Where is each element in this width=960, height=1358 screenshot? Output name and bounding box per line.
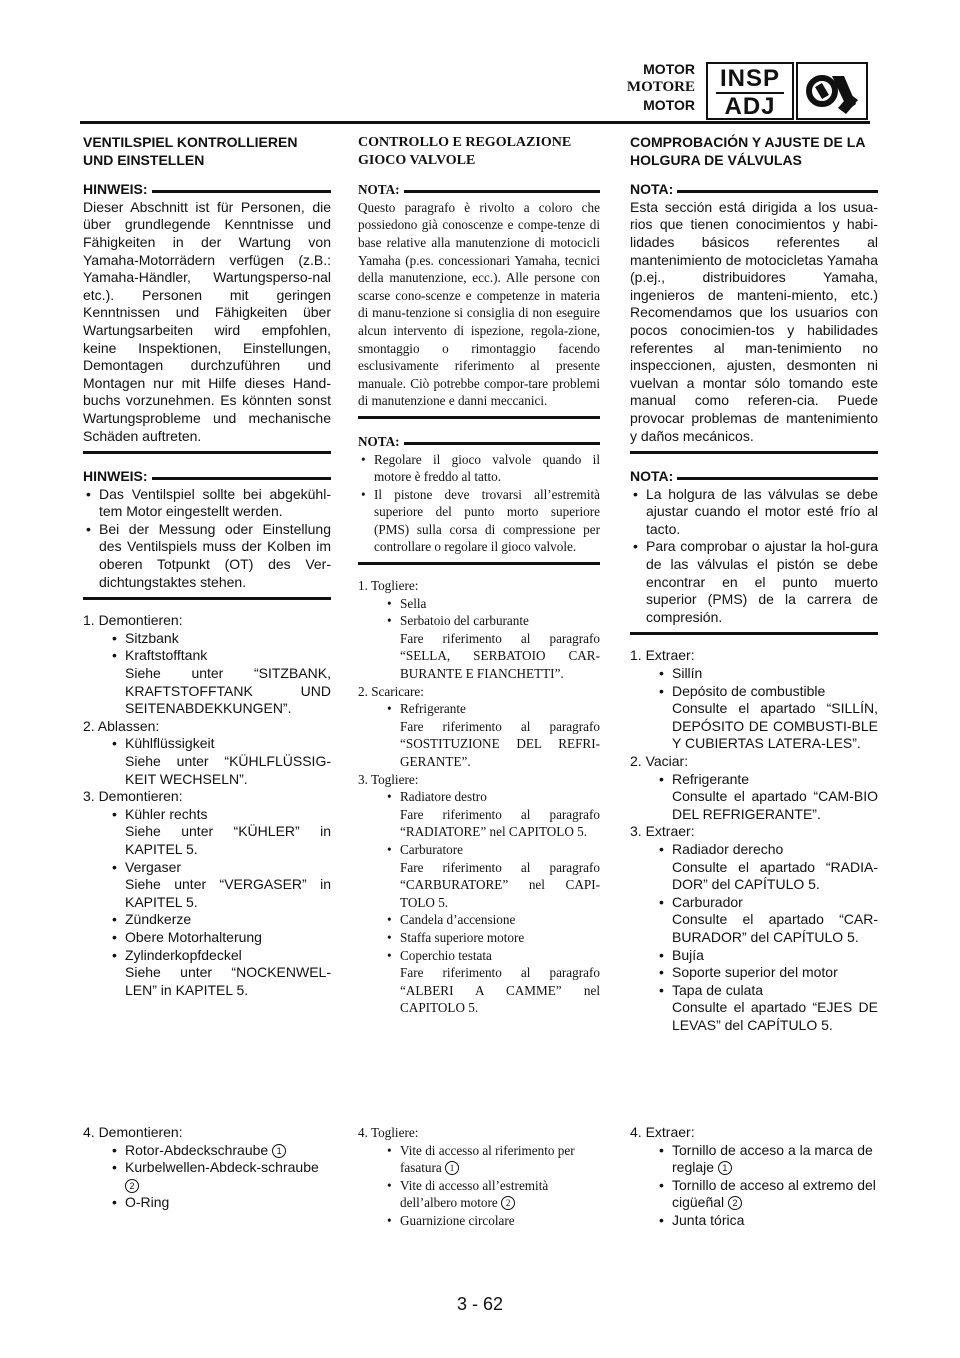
step-reference: Consulte el apartado “SILLÍN, DEPÓSITO DE COMBUSTI-BLE Y CUBIERTAS LATERA-LES”. [672, 700, 878, 752]
step-item: • Depósito de combustible [630, 683, 878, 701]
note-header: NOTA: [358, 433, 600, 451]
step-item: • Tapa de culata [630, 982, 878, 1000]
header-rule [80, 121, 870, 124]
note-end-rule [630, 632, 878, 635]
note-item: • Das Ventilspiel sollte bei abgekühl-tem Motor eingestellt werden. [83, 486, 331, 521]
step-reference: Fare riferimento al paragrafo “ALBERI A CAMME” nel CAPITOLO 5. [400, 965, 600, 1016]
note-end-rule [358, 562, 600, 565]
step-item: • Refrigerante [358, 700, 600, 718]
column-german [83, 134, 331, 999]
step-3: 3. Togliere: [358, 771, 419, 787]
callout-1: 1 [718, 1161, 732, 1175]
step-item: • Serbatoio del carburante [358, 612, 600, 630]
step-4: 4. Demontieren: [83, 1124, 183, 1140]
step-reference: Fare riferimento al paragrafo “SELLA, SERBATOIO CAR-BURANTE E FIANCHETTI”. [400, 630, 600, 682]
section-label-de: MOTOR [643, 61, 695, 77]
step-reference: Consulte el apartado “CAM-BIO DEL REFRIGERANTE”. [672, 788, 878, 822]
section-labels [590, 60, 695, 114]
step-item: • Radiador derecho [630, 841, 878, 859]
insp-adj-badge [706, 62, 794, 120]
step-item: • Carburatore [358, 841, 600, 859]
section-title: COMPROBACIÓN Y AJUSTE DE LA HOLGURA DE VÁLVULAS [630, 134, 865, 168]
column-spanish [630, 134, 878, 1035]
step-reference: Fare riferimento al paragrafo “CARBURATORE” nel CAPI-TOLO 5. [400, 859, 600, 910]
section-label-it: MOTORE [626, 79, 695, 95]
callout-1: 1 [272, 1144, 286, 1158]
step-reference: Siehe unter “VERGASER” in KAPITEL 5. [125, 876, 331, 910]
step-reference: Siehe unter “NOCKENWEL-LEN” in KAPITEL 5. [125, 964, 331, 998]
step-item: • Sitzbank [83, 630, 331, 648]
callout-2: 2 [501, 1196, 515, 1210]
step-item: • Candela d’accensione [358, 911, 600, 929]
callout-2: 2 [125, 1179, 139, 1193]
step-3: 3. Demontieren: [83, 788, 183, 805]
note-text: Esta sección está dirigida a los usua-rios que tienen conocimientos y habi-lidades básicos referentes al mantenimiento de motocicletas Yamaha (p.ej., distribuidores Yamaha, ingenieros de manteni-miento, etc.) Recomendamos que los usuarios con pocos conocimien-tos y habilidades referentes al man-tenimiento no inspeccionen, ajusten, desmonten ni vuelvan a montar sólo tomando este manual como referen-cia. Puede provocar problemas de mantenimiento y daños mecánicos. [630, 198, 878, 444]
step-item: • Vite di accesso al riferimento per fasatura 1 [358, 1142, 606, 1177]
step-item: • Staffa superiore motore [358, 929, 600, 947]
step-item: • Vergaser [83, 859, 331, 877]
step-item: • Kühler rechts [83, 806, 331, 824]
step-item: • Zündkerze [83, 911, 331, 929]
step-item: • Carburador [630, 894, 878, 912]
page-number: 3 - 62 [456, 1294, 504, 1314]
step-reference: Consulte el apartado “CAR-BURADOR” del CAPÍTULO 5. [672, 911, 878, 945]
note-header: NOTA: [630, 181, 878, 199]
step-2: 2. Vaciar: [630, 753, 689, 769]
step-2: 2. Scaricare: [358, 683, 424, 699]
step-reference: Siehe unter “SITZBANK, KRAFTSTOFFTANK UND SEITENABDEKKUNGEN”. [125, 665, 331, 717]
step-reference: Siehe unter “KÜHLER” in KAPITEL 5. [125, 823, 331, 857]
note-end-rule [83, 597, 331, 600]
section-label-es: MOTOR [643, 97, 695, 113]
note-list [83, 486, 331, 592]
section-title: CONTROLLO E REGOLAZIONE GIOCO VALVOLE [358, 135, 572, 168]
note-header: NOTA: [630, 468, 878, 486]
step-item: • Obere Motorhalterung [83, 929, 331, 947]
step-3: 3. Extraer: [630, 823, 695, 840]
step-item: • Guarnizione circolare [358, 1212, 606, 1230]
step-4: 4. Extraer: [630, 1124, 695, 1140]
note-text: Questo paragrafo è rivolto a coloro che possiedono già conoscenze e compe-tenze di base relative alla manutenzione di motocicli Yamaha (p.es. concessionari Yamaha, tecnici della manutenzione, ecc.). Alle persone con scarse cono-scenze e competenze in materia di manu-tenzione si consiglia di non eseguire alcun intervento di ispezione, regola-zione, smontaggio o rimontaggio facendo esclusivamente riferimento al presente manuale. Ciò potrebbe compor-tare problemi di manutenzione e danni meccanici. [358, 199, 600, 409]
step-1: 1. Demontieren: [83, 612, 183, 629]
note-header: NOTA: [358, 181, 600, 199]
step-4: 4. Togliere: [358, 1125, 419, 1140]
note-list [358, 451, 600, 557]
note-text: Dieser Abschnitt ist für Personen, die über grundlegende Kenntnisse und Fähigkeiten in der Wartung von Yamaha-Motorrädern verfügen (z.B.: Yamaha-Händler, Wartungsperso-nal etc.). Personen mit geringen Kenntnissen und Fähigkeiten über Wartungsarbeiten wird empfohlen, keine Inspektionen, Einstellungen, Demontagen durchzuführen und Montagen nur mit Hilfe dieses Hand-buchs vorzunehmen. Es könnten sonst Wartungsprobleme und mechanische Schäden auftreten. [83, 198, 331, 444]
wrench-icon-graphic [798, 64, 866, 118]
step-item: • Tornillo de acceso a la marca de reglaje 1 [630, 1142, 878, 1177]
step-item: • Kraftstofftank [83, 647, 331, 665]
step-item: • Kühlflüssigkeit [83, 735, 331, 753]
step-item: • Tornillo de acceso al extremo del cigüeñal 2 [630, 1177, 878, 1212]
step-item: • Bujía [630, 947, 878, 965]
note-item: • Bei der Messung oder Einstellung des Ventilspiels muss der Kolben im oberen Totpunkt (OT) des Ver-dichtungstaktes stehen. [83, 521, 331, 591]
step-4-italian [358, 1124, 606, 1230]
column-italian [358, 134, 600, 1017]
step-reference: Consulte el apartado “RADIA-DOR” del CAPÍTULO 5. [672, 858, 878, 893]
note-item: • Il pistone deve trovarsi all’estremità superiore del punto morto superiore (PMS) sulla corsa di compressione per controllare o regolare il gioco valvole. [358, 486, 600, 556]
note-item: • Regolare il gioco valvole quando il motore è freddo al tatto. [358, 451, 600, 486]
wrench-icon [796, 62, 868, 120]
note-item: • Para comprobar o ajustar la hol-gura de las válvulas el pistón se debe encontrar en el punto muerto superior (PMS) de la carrera de compresión. [630, 538, 878, 626]
step-reference: Siehe unter “KÜHLFLÜSSIG-KEIT WECHSELN”. [125, 753, 331, 787]
step-4-spanish [630, 1124, 878, 1230]
step-item: • Vite di accesso all’estremità dell’albero motore 2 [358, 1177, 606, 1212]
note-item: • La holgura de las válvulas se debe ajustar cuando el motor esté frío al tacto. [630, 486, 878, 539]
step-item: • Sella [358, 595, 600, 613]
step-reference: Fare riferimento al paragrafo “SOSTITUZIONE DEL REFRI-GERANTE”. [400, 718, 600, 769]
step-item: • Junta tórica [630, 1212, 878, 1230]
step-1: 1. Togliere: [358, 578, 419, 594]
step-item: • Rotor-Abdeckschraube 1 [83, 1142, 331, 1160]
step-item: • Coperchio testata [358, 947, 600, 965]
step-item: • O-Ring [83, 1194, 331, 1212]
step-reference: Fare riferimento al paragrafo “RADIATORE” nel CAPITOLO 5. [400, 806, 600, 840]
step-item: • Kurbelwellen-Abdeck-schraube 2 [83, 1159, 331, 1194]
step-item: • Zylinderkopfdeckel [83, 947, 331, 965]
callout-2: 2 [728, 1196, 742, 1210]
step-item: • Refrigerante [630, 771, 878, 789]
step-2: 2. Ablassen: [83, 717, 160, 734]
callout-1: 1 [445, 1161, 459, 1175]
badge-insp: INSP [716, 66, 784, 94]
step-reference: Consulte el apartado “EJES DE LEVAS” del CAPÍTULO 5. [672, 999, 878, 1033]
badge-adj: ADJ [724, 93, 776, 120]
note-header: HINWEIS: [83, 468, 331, 486]
step-item: • Radiatore destro [358, 788, 600, 806]
note-header: HINWEIS: [83, 181, 331, 199]
note-end-rule [630, 451, 878, 454]
note-list [630, 486, 878, 627]
note-end-rule [358, 416, 600, 419]
step-item: • Sillín [630, 665, 878, 683]
step-4-german [83, 1124, 331, 1212]
step-item: • Soporte superior del motor [630, 964, 878, 982]
note-end-rule [83, 451, 331, 454]
step-1: 1. Extraer: [630, 647, 695, 664]
section-title: VENTILSPIEL KONTROLLIEREN UND EINSTELLEN [83, 134, 298, 168]
